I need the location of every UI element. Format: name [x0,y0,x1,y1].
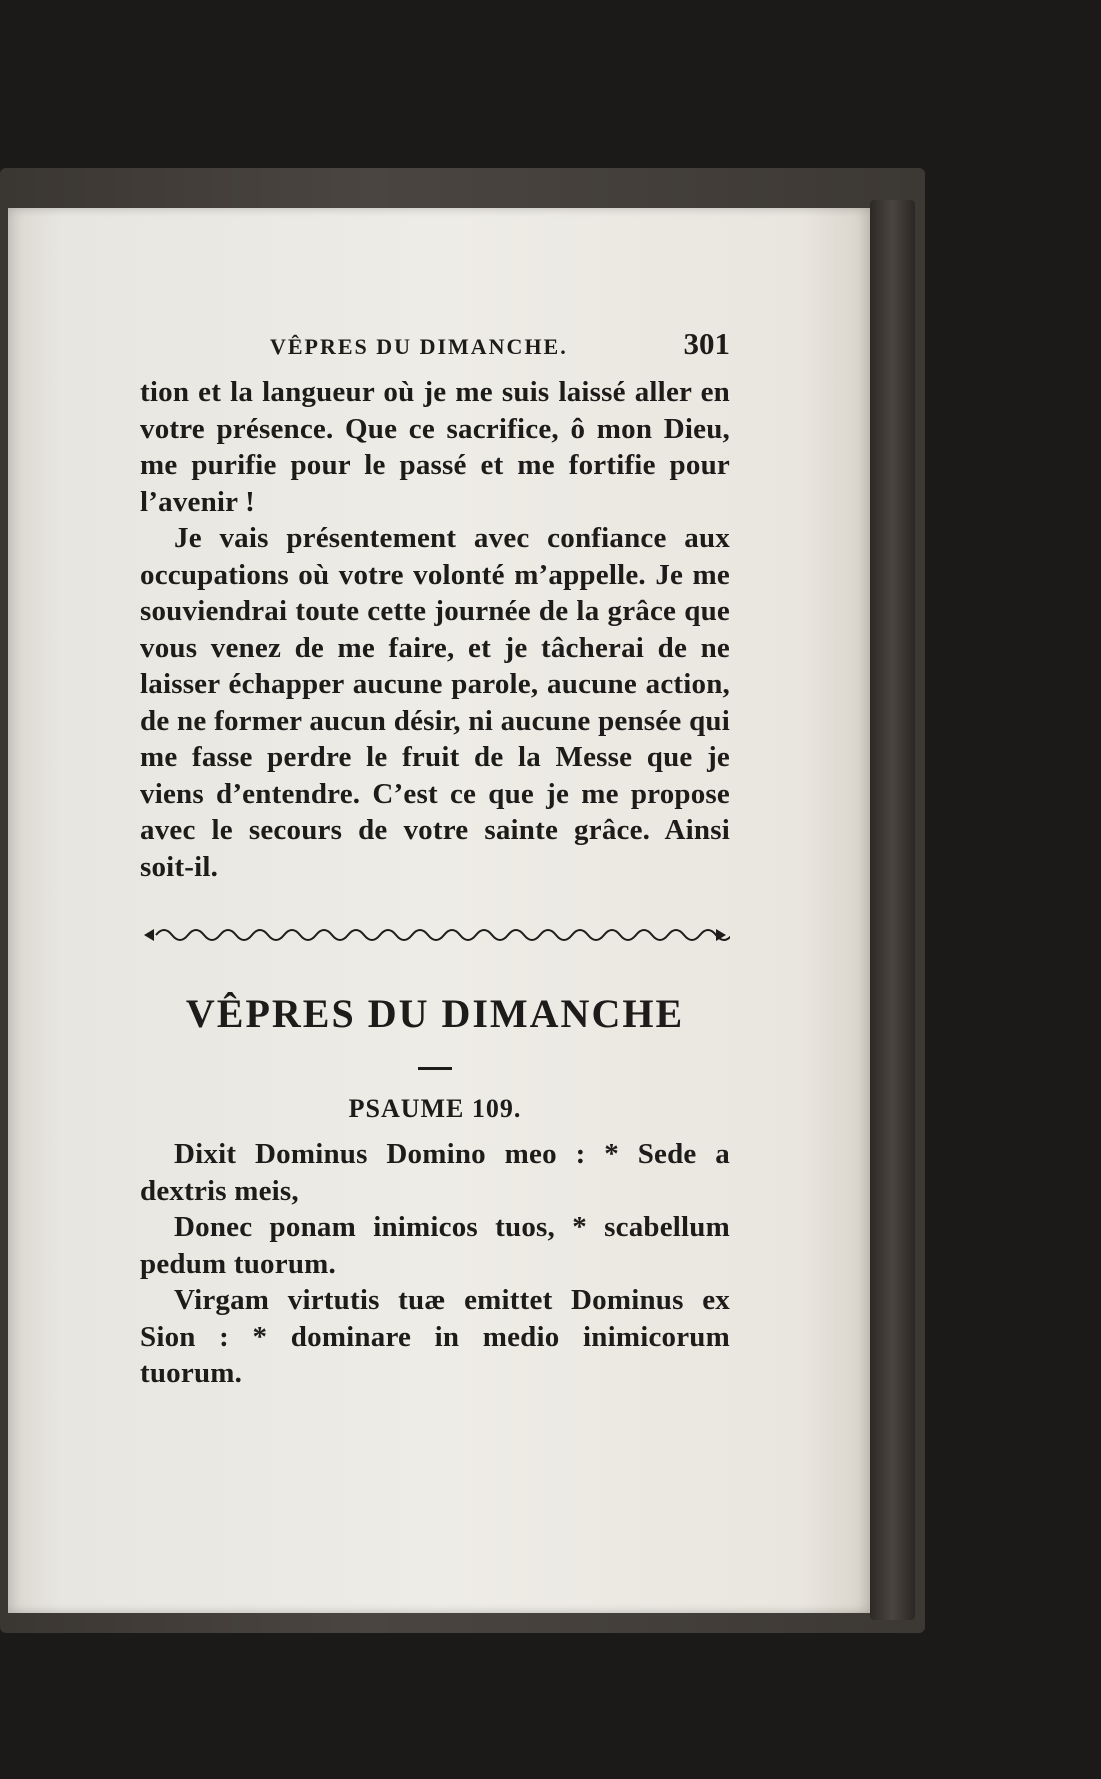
psalm-verse: Donec ponam inimicos tuos, * scabellum pedum tuorum. [140,1211,730,1280]
psalm-verse: Dixit Dominus Domino meo : * Sede a dextris meis, [140,1138,730,1207]
section-title: VÊPRES DU DIMANCHE [185,991,685,1036]
paragraph-continuation: tion et la langueur où je me suis laissé aller en votre présence. Que ce sacrifice, ô mon Dieu, me purifie pour le passé et me fortifie pour l’avenir ! [140,376,730,518]
running-head [140,326,730,374]
page-number: 301 [683,326,730,361]
paragraph-main: Je vais présentement avec confiance aux occupations où votre volonté m’appelle. Je me souviendrai toute cette journée de la grâce que vous venez de me faire, et je tâcherai de ne laisser échapper aucune parole, aucune action, de ne former aucun désir, ni aucune pensée qui me fasse perdre le fruit de la Messe que je viens d’entendre. C’est ce que je me propose avec le secours de votre sainte grâce. Ainsi soit-il. [140,522,730,883]
running-title: VÊPRES DU DIMANCHE. [270,334,568,359]
title-rule [418,1067,452,1070]
psalm-verses [140,1136,730,1392]
book-page [8,208,870,1613]
psalm-heading: PSAUME 109. [348,1094,522,1123]
book-spine-edge [870,200,915,1620]
decorative-ornament-rule [140,923,730,947]
psalm-verse: Virgam virtutis tuæ emittet Dominus ex Sion : * dominare in medio inimicorum tuorum. [140,1284,730,1389]
page-body [140,326,730,1392]
